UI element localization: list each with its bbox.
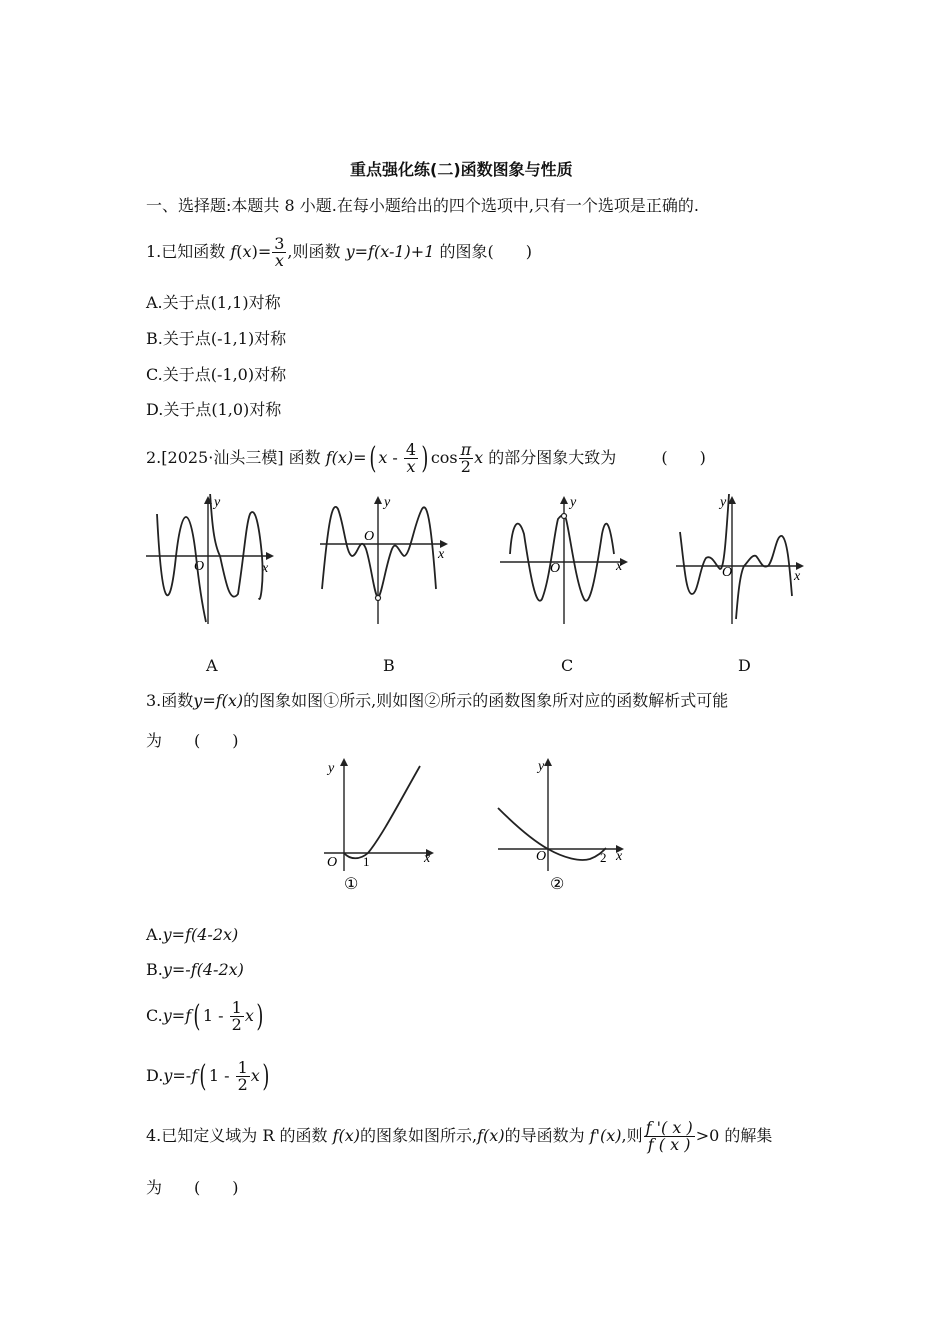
question-4-line1: 4.已知定义域为 R 的函数 f(x)的图象如图所示,f(x)的导函数为 f'(x),则 $\frac{f '( x )}{f ( x )}$ >0 的解集 bbox=[146, 1118, 773, 1154]
origin-label: O bbox=[722, 565, 733, 580]
axis-label-x: x bbox=[262, 561, 269, 576]
fraction-one-half: $\frac{1}{2}$ bbox=[237, 1058, 248, 1094]
figure-2-label: ② bbox=[550, 876, 565, 893]
axis-label-x: x bbox=[616, 559, 623, 574]
q3-option-a[interactable]: A.y=f(4-2x) bbox=[146, 925, 239, 944]
q2-label-a: A bbox=[206, 656, 218, 675]
origin-label: O bbox=[364, 529, 375, 544]
axis-label-y: y bbox=[328, 761, 335, 776]
origin-label: O bbox=[536, 849, 547, 864]
axis-label-y: y bbox=[214, 495, 221, 510]
figure-1-label: ① bbox=[344, 876, 359, 893]
origin-label: O bbox=[327, 855, 338, 870]
q3-option-c[interactable]: C.y=f( 1 - $\frac{1}{2}$ x) bbox=[146, 998, 264, 1034]
axis-label-x: x bbox=[424, 851, 431, 866]
q2-label-c: C bbox=[561, 656, 574, 675]
q3-option-d[interactable]: D.y=-f( 1 - $\frac{1}{2}$ x) bbox=[146, 1058, 270, 1094]
q2-graph-a[interactable] bbox=[142, 494, 277, 629]
q2-answer-blank: ( ) bbox=[661, 448, 706, 467]
question-1: 1.已知函数 f(x)= $\frac{3}{x}$ ,则函数 y=f(x-1)+1 的图象( ) bbox=[146, 234, 532, 270]
page-title: 重点强化练(二)函数图象与性质 bbox=[350, 160, 573, 179]
q3-figure-2[interactable] bbox=[494, 756, 634, 896]
fraction-pi-over-2: $\frac{\pi}{2}$ bbox=[460, 440, 472, 476]
fraction-one-half: $\frac{1}{2}$ bbox=[231, 998, 242, 1034]
axis-label-x: x bbox=[616, 849, 623, 864]
axis-label-y: y bbox=[720, 495, 727, 510]
origin-label: O bbox=[194, 559, 205, 574]
fraction-derivative-ratio: $\frac{f '( x )}{f ( x )}$ bbox=[645, 1118, 693, 1154]
question-3-line1: 3.函数y=f(x)的图象如图①所示,则如图②所示的函数图象所对应的函数解析式可能 bbox=[146, 691, 729, 710]
origin-label: O bbox=[550, 561, 561, 576]
q2-graph-d[interactable] bbox=[672, 494, 807, 629]
axis-label-x: x bbox=[438, 547, 445, 562]
section-instructions: 一、选择题:本题共 8 小题.在每小题给出的四个选项中,只有一个选项是正确的. bbox=[146, 196, 700, 215]
q2-label-b: B bbox=[383, 656, 395, 675]
q2-graph-c[interactable] bbox=[496, 494, 631, 629]
q1-option-b[interactable]: B.关于点(-1,1)对称 bbox=[146, 329, 287, 348]
q1-option-c[interactable]: C.关于点(-1,0)对称 bbox=[146, 365, 287, 384]
q2-graph-b[interactable] bbox=[316, 494, 451, 629]
q2-label-d: D bbox=[738, 656, 751, 675]
tick-label-1: 1 bbox=[363, 854, 370, 869]
question-2: 2.[2025·汕头三模] 函数 f(x)=( x - $\frac{4}{x}$ ) cos $\frac{\pi}{2}$ x 的部分图象大致为 ( ) bbox=[146, 440, 706, 476]
q3-figure-1[interactable] bbox=[320, 756, 445, 896]
axis-label-x: x bbox=[794, 569, 801, 584]
question-4-line2: 为 ( ) bbox=[146, 1178, 239, 1197]
question-3-line2: 为 ( ) bbox=[146, 731, 239, 750]
q1-option-d[interactable]: D.关于点(1,0)对称 bbox=[146, 400, 282, 419]
axis-label-y: y bbox=[570, 495, 577, 510]
q3-option-b[interactable]: B.y=-f(4-2x) bbox=[146, 960, 244, 979]
axis-label-y: y bbox=[538, 759, 545, 774]
axis-label-y: y bbox=[384, 495, 391, 510]
tick-label-2: 2 bbox=[600, 850, 607, 865]
fraction-4-over-x: $\frac{4}{x}$ bbox=[405, 440, 417, 476]
fraction-3-over-x: $\frac{3}{x}$ bbox=[274, 234, 285, 270]
q1-option-a[interactable]: A.关于点(1,1)对称 bbox=[146, 293, 281, 312]
